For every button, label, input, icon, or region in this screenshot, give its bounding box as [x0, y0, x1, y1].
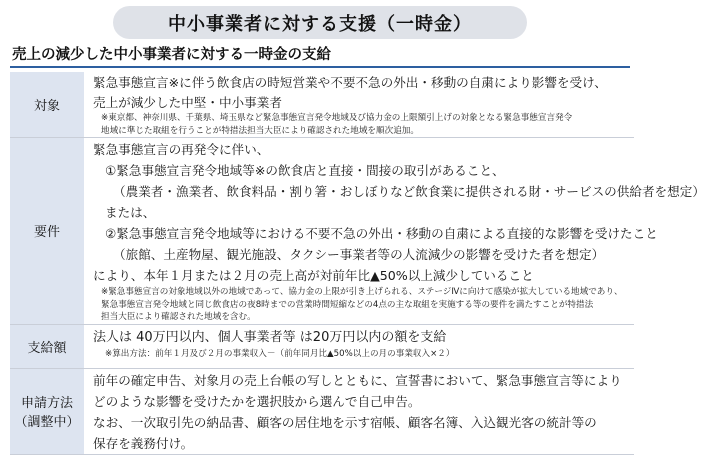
- app-line-3: なお、一次取引先の納品書、顧客の居住地を示す宿帳、顧客名簿、入込観光客の統計等の: [93, 414, 597, 430]
- amount-line-1: 法人は 40万円以内、個人事業者等 は20万円以内の額を支給: [93, 329, 447, 345]
- row-content-requirements: [85, 138, 705, 325]
- row-content-amount: [85, 324, 635, 368]
- app-line-1: 前年の確定申告、対象月の売上台帳の写しとともに、宣誓書において、緊急事態宣言等により: [93, 372, 622, 388]
- req-line-5: ②緊急事態宣言発令地域等における不要不急の外出・移動の自粛による直接的な影響を受けたこと: [105, 226, 658, 241]
- req-note-1: ※緊急事態宣言の対象地域以外の地域であって、協力金の上限が引き上げられる、ステージⅣに向けて感染が拡大している地域であり、: [101, 287, 623, 297]
- target-line-1: 緊急事態宣言※に伴う飲食店の時短営業や不要不急の外出・移動の自粛により影響を受け、: [93, 75, 607, 90]
- row-requirements: [10, 138, 634, 325]
- row-label-requirements: 要件: [10, 138, 85, 325]
- page-title: 中小事業者に対する支援（一時金）: [113, 6, 527, 39]
- req-line-2: ①緊急事態宣言発令地域等※の飲食店と直接・間接の取引があること、: [105, 163, 505, 178]
- row-label-amount: 支給額: [10, 324, 85, 368]
- application-label-1: 申請方法: [20, 396, 73, 411]
- target-note-1: ※東京都、神奈川県、千葉県、埼玉県など緊急事態宣言発令地域及び協力金の上限額引上げの対象となる緊急事態宣言発令: [101, 113, 573, 123]
- req-line-4: または、: [105, 205, 156, 220]
- row-target: [10, 72, 634, 138]
- section-subtitle: 売上の減少した中小事業者に対する一時金の支給: [12, 47, 331, 63]
- req-note-2: 緊急事態宣言発令地域と同じ飲食店の夜8時までの営業時間短縮などの4点の主な取組を実施する等の要件を満たすことが特措法: [101, 299, 594, 310]
- row-label-target: 対象: [10, 72, 85, 138]
- app-line-4: 保存を義務付け。: [93, 435, 194, 451]
- req-note-3: 担当大臣により確認された地域を含む。: [101, 312, 256, 322]
- req-line-3: （農業者・漁業者、飲食料品・割り箸・おしぼりなど飲食業に提供される財・サービスの供給者を想定）: [113, 184, 705, 199]
- support-table: [10, 72, 705, 455]
- subtitle-underline: [10, 66, 630, 68]
- target-note-2: 地域に準じた取組を行うことが特措法担当大臣により確認された地域を順次追加。: [101, 125, 419, 136]
- row-application: [10, 368, 634, 454]
- app-line-2: どのような影響を受けたかを選択肢から選んで自己申告。: [93, 393, 421, 409]
- req-line-1: 緊急事態宣言の再発令に伴い、: [93, 142, 270, 157]
- req-line-7: により、本年１月または２月の売上高が対前年比▲50%以上減少していること: [93, 268, 534, 283]
- target-line-2: 売上が減少した中堅・中小事業者: [93, 95, 282, 110]
- row-content-target: [85, 72, 635, 138]
- row-content-application: [85, 368, 635, 454]
- row-label-application: [10, 368, 85, 454]
- req-line-6: （旅館、土産物屋、観光施設、タクシー事業者等の人流減少の影響を受けた者を想定）: [113, 247, 605, 262]
- amount-note-1: ※算出方法：前年１月及び２月の事業収入－（前年同月比▲50%以上の月の事業収入×２）: [105, 348, 455, 359]
- row-amount: [10, 324, 634, 368]
- application-label-2: （調整中）: [14, 415, 80, 430]
